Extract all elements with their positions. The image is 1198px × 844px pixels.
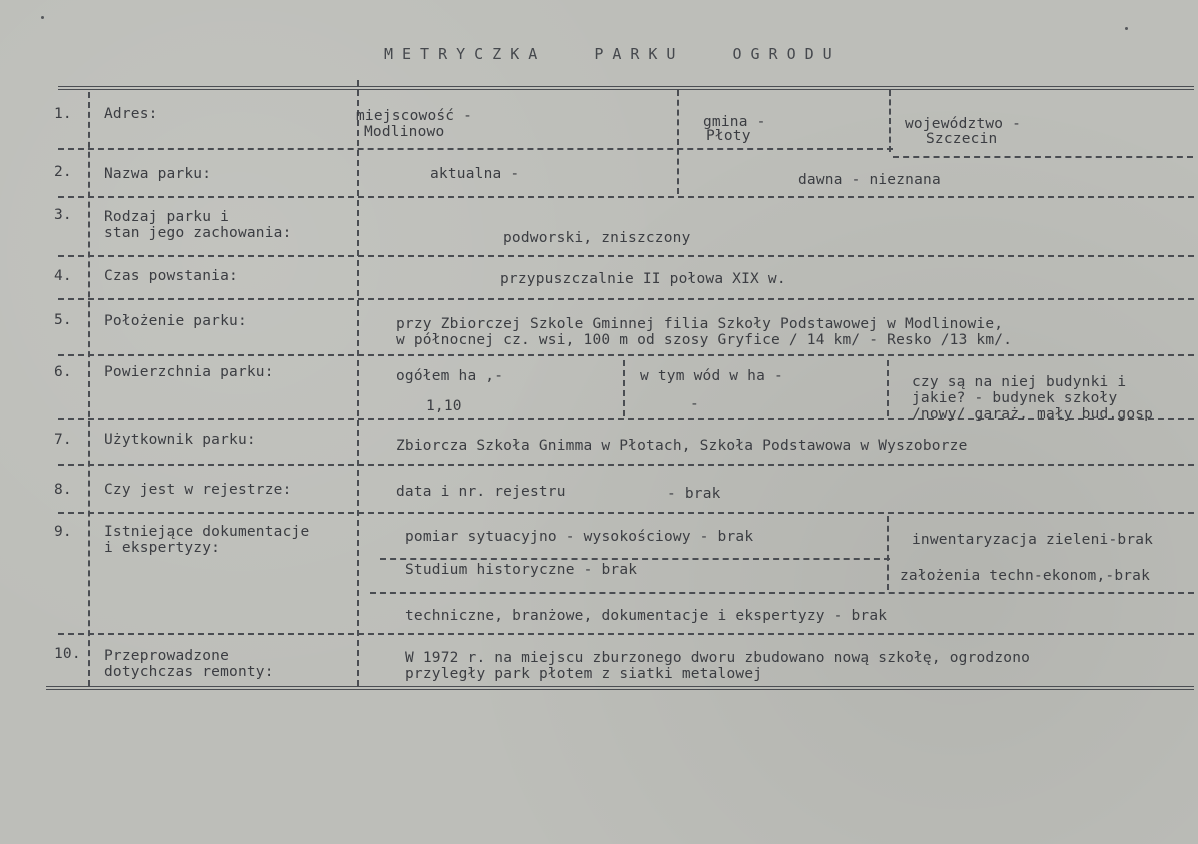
row-9-technical-docs: techniczne, branżowe, dokumentacje i ekspertyzy - brak: [405, 608, 888, 624]
row-5-number: 5.: [54, 312, 72, 328]
rule-7: [58, 464, 1194, 466]
row-10-line-1: W 1972 r. na miejscu zburzonego dworu zbudowano nową szkołę, ogrodzono: [405, 650, 1031, 666]
row-1-locality-label: miejscowość -: [356, 108, 473, 124]
col-rule-r6-2: [623, 360, 625, 416]
row-3-number: 3.: [54, 207, 72, 223]
row-9-greenery-inventory: inwentaryzacja zieleni-brak: [912, 532, 1154, 548]
rule-8: [58, 512, 1194, 514]
row-6-water-value: -: [690, 396, 699, 412]
row-1-voivodeship-value: Szczecin: [926, 131, 998, 147]
row-8-register-label: data i nr. rejestru: [396, 484, 566, 500]
row-9-survey: pomiar sytuacyjno - wysokościowy - brak: [405, 529, 754, 545]
row-6-total-label: ogółem ha ,-: [396, 368, 504, 384]
col-rule-label: [357, 80, 359, 686]
rule-top: [58, 86, 1194, 90]
row-6-water-label: w tym wód w ha -: [640, 368, 783, 384]
row-9-label-line-1: Istniejące dokumentacje: [104, 524, 310, 540]
row-2-label: Nazwa parku:: [104, 166, 212, 182]
row-10-label-line-1: Przeprowadzone: [104, 648, 230, 664]
col-rule-r1-2: [677, 90, 679, 194]
row-7-number: 7.: [54, 432, 72, 448]
row-5-line-2: w północnej cz. wsi, 100 m od szosy Gryfice / 14 km/ - Resko /13 km/.: [396, 332, 1013, 348]
row-9-techno-economic: założenia techn-ekonom,-brak: [900, 568, 1151, 584]
row-4-label: Czas powstania:: [104, 268, 238, 284]
speck: [1125, 27, 1128, 30]
col-rule-r9-2: [887, 516, 889, 590]
row-2-current-name: aktualna -: [430, 166, 520, 182]
row-2-former-name: dawna - nieznana: [798, 172, 941, 188]
rule-bottom: [46, 686, 1194, 690]
rule-9a: [380, 558, 890, 560]
row-8-register-value: - brak: [667, 486, 721, 502]
rule-9: [58, 633, 1194, 635]
row-1-locality-value: Modlinowo: [364, 124, 445, 140]
row-1-voivodeship-label: województwo -: [905, 116, 1022, 132]
rule-4: [58, 298, 1194, 300]
row-6-number: 6.: [54, 364, 72, 380]
row-6-total-value: 1,10: [426, 398, 462, 414]
row-5-label: Położenie parku:: [104, 313, 247, 329]
row-6-buildings-line-2: jakie? - budynek szkoły: [912, 390, 1118, 406]
row-9-number: 9.: [54, 524, 72, 540]
rule-1b: [893, 156, 1193, 158]
row-4-number: 4.: [54, 268, 72, 284]
row-3-label-line-2: stan jego zachowania:: [104, 225, 292, 241]
col-rule-num: [88, 92, 90, 686]
document-title: [384, 45, 871, 63]
row-9-label-line-2: i ekspertyzy:: [104, 540, 221, 556]
row-10-line-2: przyległy park płotem z siatki metalowej: [405, 666, 763, 682]
rule-2: [58, 196, 1194, 198]
row-8-number: 8.: [54, 482, 72, 498]
title-word-2: PARKU: [594, 45, 685, 63]
row-1-label: Adres:: [104, 106, 158, 122]
row-1-commune-value: Płoty: [706, 128, 751, 144]
row-8-label: Czy jest w rejestrze:: [104, 482, 292, 498]
row-6-buildings-line-3: /nowy/ garaż, mały bud.gosp: [912, 406, 1154, 422]
speck: [41, 16, 44, 19]
row-7-label: Użytkownik parku:: [104, 432, 256, 448]
row-2-number: 2.: [54, 164, 72, 180]
title-word-1: METRYCZKA: [384, 45, 547, 63]
row-10-label-line-2: dotychczas remonty:: [104, 664, 274, 680]
rule-5: [58, 354, 1194, 356]
row-9-historical-study: Studium historyczne - brak: [405, 562, 638, 578]
row-6-label: Powierzchnia parku:: [104, 364, 274, 380]
row-7-value: Zbiorcza Szkoła Gnimma w Płotach, Szkoła Podstawowa w Wyszoborze: [396, 438, 968, 454]
title-word-3: OGRODU: [732, 45, 841, 63]
rule-9b: [370, 592, 1194, 594]
row-4-value: przypuszczalnie II połowa XIX w.: [500, 271, 786, 287]
row-3-label-line-1: Rodzaj parku i: [104, 209, 230, 225]
rule-3: [58, 255, 1194, 257]
row-1-commune-label: gmina -: [703, 114, 766, 130]
row-1-number: 1.: [54, 106, 72, 122]
row-5-line-1: przy Zbiorczej Szkole Gminnej filia Szkoły Podstawowej w Modlinowie,: [396, 316, 1004, 332]
row-6-buildings-line-1: czy są na niej budynki i: [912, 374, 1127, 390]
rule-1a: [58, 148, 893, 150]
col-rule-r1-3: [889, 90, 891, 152]
row-3-value: podworski, zniszczony: [503, 230, 691, 246]
row-10-number: 10.: [54, 646, 81, 662]
col-rule-r6-3: [887, 360, 889, 416]
